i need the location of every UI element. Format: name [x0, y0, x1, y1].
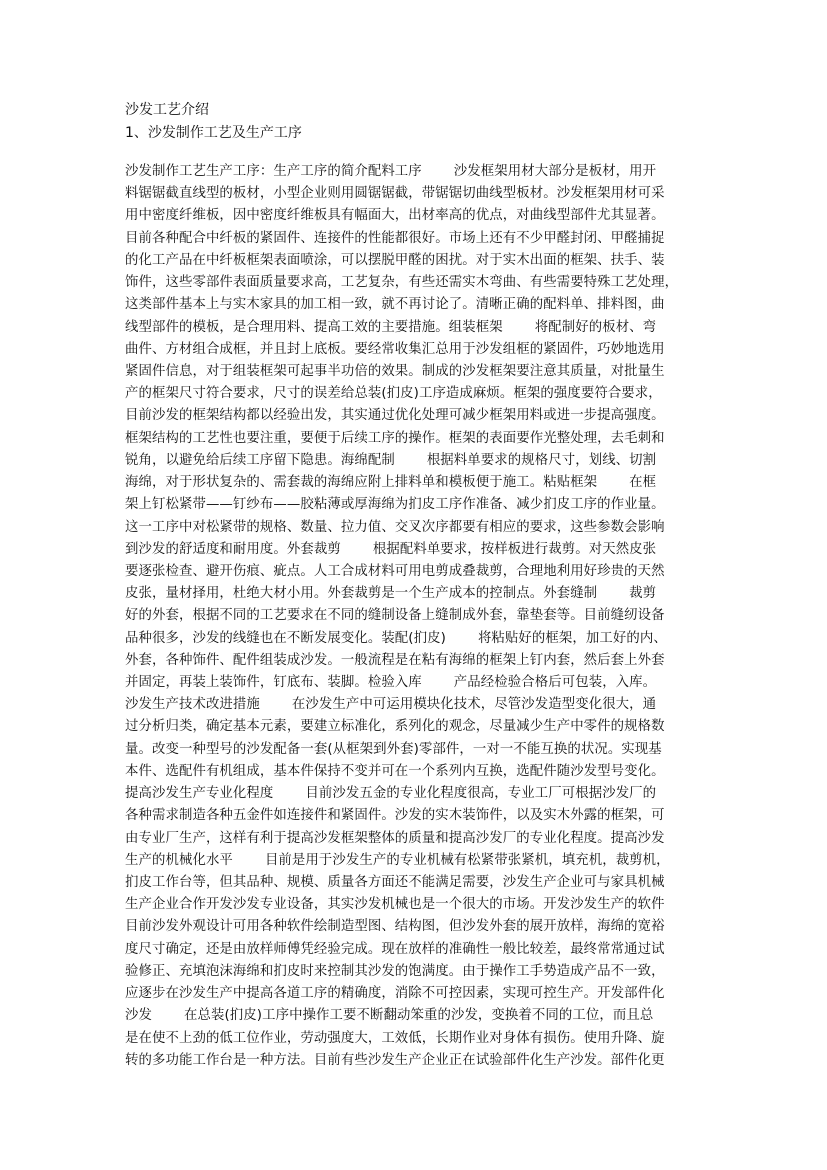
text-segment: 目前是用于沙发生产的专业机械有松紧带张紧机，填充机，裁剪机，	[264, 852, 670, 868]
text-line	[125, 850, 713, 872]
text-line	[125, 1028, 713, 1050]
text-segment: 扪皮工作台等，但其品种、规模、质量各方面还不能满足需要，沙发生产企业可与家具机械	[125, 875, 665, 890]
text-line	[125, 716, 713, 738]
text-segment: 好的外套，根据不同的工艺要求在不同的缝制设备上缝制成外套，靠垫套等。目前缝纫设备	[125, 608, 665, 624]
text-segment: 本件、选配件有机组成，基本件保持不变并可在一个系列内互换，选配件随沙发型号变化。	[125, 763, 665, 779]
text-segment: 品种很多，沙发的线缝也在不断发展变化。装配(扪皮)	[125, 630, 446, 646]
body-text	[125, 161, 713, 1072]
text-line	[125, 583, 713, 605]
text-segment: 锐角，以避免给后续工序留下隐患。海绵配制	[125, 452, 395, 468]
text-segment: 线型部件的模板，是合理用料、提高工效的主要措施。组装框架	[125, 319, 503, 335]
text-segment: 提高沙发生产专业化程度	[125, 786, 274, 802]
text-segment: 曲件、方材组合成框，并且封上底板。要经常收集汇总用于沙发组框的紧固件，巧妙地选用	[125, 341, 665, 357]
text-segment: 到沙发的舒适度和耐用度。外套裁剪	[125, 541, 341, 557]
text-segment: 是在使不上劲的低工位作业，劳动强度大，工效低，长期作业对身体有损伤。使用升降、旋	[125, 1030, 665, 1046]
text-line	[125, 228, 713, 250]
text-line	[125, 494, 713, 516]
text-line	[125, 561, 713, 583]
text-segment: 由专业厂生产，这样有利于提高沙发框架整体的质量和提高沙发厂的专业化程度。提高沙发	[125, 830, 665, 846]
text-line	[125, 183, 713, 205]
text-line	[125, 961, 713, 983]
text-line	[125, 383, 713, 405]
text-segment: 各种需求制造各种五金件如连接件和紧固件。沙发的实木装饰件，以及实木外露的框架，可	[125, 808, 665, 824]
text-line	[125, 1005, 713, 1027]
text-segment: 紧固件信息，对于组装框架可起事半功倍的效果。制成的沙发框架要注意其质量，对批量生	[125, 363, 665, 379]
text-line	[125, 694, 713, 716]
text-segment: 在沙发生产中可运用模块化技术，尽管沙发造型变化很大，通	[291, 697, 657, 713]
text-line	[125, 783, 713, 805]
text-segment: 量。改变一种型号的沙发配备一套(从框架到外套)零部件，一对一不能互换的状况。实现基	[125, 741, 662, 757]
text-line	[125, 983, 713, 1005]
text-line	[125, 939, 713, 961]
text-segment: 要逐张检查、避开伤痕、疵点。人工合成材料可用电剪成叠裁剪，合理地利用好珍贵的天然	[125, 563, 665, 579]
text-segment: 框架结构的工艺性也要注重，要便于后续工序的操作。框架的表面要作光整处理，去毛刺和	[125, 430, 665, 446]
text-segment: 产的框架尺寸符合要求，尺寸的误差给总装(扪皮)工序造成麻烦。框架的强度要符合要求，	[125, 386, 662, 402]
text-line	[125, 450, 713, 472]
text-segment: 应逐步在沙发生产中提高各道工序的精确度，消除不可控因素，实现可控生产。开发部件化	[125, 986, 665, 1002]
text-segment: 沙发生产技术改进措施	[125, 697, 260, 713]
text-segment: 饰件，这些零部件表面质量要求高，工艺复杂，有些还需实木弯曲、有些需要特殊工艺处理，	[125, 275, 679, 291]
text-line	[125, 828, 713, 850]
text-line	[125, 605, 713, 627]
text-line	[125, 894, 713, 916]
text-segment: 用中密度纤维板，因中密度纤维板具有幅面大，出材率高的优点，对曲线型部件尤其显著。	[125, 208, 665, 224]
text-segment: 转的多功能工作台是一种方法。目前有些沙发生产企业正在试验部件化生产沙发。部件化更	[125, 1052, 665, 1068]
text-segment: 这一工序中对松紧带的规格、数量、拉力值、交叉次序都要有相应的要求，这些参数会影响	[125, 519, 665, 535]
text-segment: 海绵，对于形状复杂的、需套裁的海绵应附上排料单和模板便于施工。粘贴框架	[125, 475, 598, 491]
text-segment: 目前沙发外观设计可用各种软件绘制造型图、结构图，但沙发外套的展开放样，海绵的宽裕	[125, 919, 665, 935]
text-line	[125, 761, 713, 783]
text-segment: 目前沙发五金的专业化程度很高，专业工厂可根据沙发厂的	[305, 786, 657, 802]
text-segment: 度尺寸确定，还是由放样师傅凭经验完成。现在放样的准确性一般比较差，最终常常通过试	[125, 941, 665, 957]
text-segment: 在总装(扪皮)工序中操作工要不断翻动笨重的沙发，变换着不同的工位，而且总	[183, 1008, 654, 1024]
text-line	[125, 650, 713, 672]
text-line	[125, 339, 713, 361]
text-line	[125, 672, 713, 694]
document-title: 沙发工艺介绍	[125, 102, 209, 118]
text-line	[125, 272, 713, 294]
text-segment: 将配制好的板材、弯	[534, 319, 657, 335]
text-segment: 根据配料单要求，按样板进行裁剪。对天然皮张	[372, 541, 657, 557]
text-line	[125, 250, 713, 272]
text-line	[125, 1050, 713, 1072]
text-segment: 裁剪	[629, 586, 657, 602]
text-segment: 并固定，再装上装饰件，钉底布、装脚。检验入库	[125, 675, 422, 691]
text-line	[125, 628, 713, 650]
text-line	[125, 405, 713, 427]
text-segment: 的化工产品在中纤板框架表面喷涂，可以摆脱甲醛的困扰。对于实木出面的框架、扶手、装	[125, 252, 665, 268]
text-segment: 生产的机械化水平	[125, 852, 233, 868]
text-segment: 外套，各种饰件、配件组装成沙发。一般流程是在粘有海绵的框架上钉内套，然后套上外套	[125, 652, 665, 668]
text-segment: 验修正、充填泡沫海绵和扪皮时来控制其沙发的饱满度。由于操作工手势造成产品不一致，	[125, 963, 665, 979]
text-segment: 将粘贴好的框架，加工好的内、	[477, 630, 667, 646]
text-line	[125, 517, 713, 539]
text-segment: 沙发框架用材大部分是板材，用开	[453, 164, 657, 179]
text-line	[125, 739, 713, 761]
text-segment: 目前各种配合中纤板的紧固件、连接件的性能都很好。市场上还有不少甲醛封闭、甲醛捕捉	[125, 230, 665, 246]
text-line	[125, 472, 713, 494]
text-line	[125, 294, 713, 316]
text-line	[125, 872, 713, 894]
section-heading: 1、沙发制作工艺及生产工序	[125, 125, 302, 141]
text-line	[125, 539, 713, 561]
text-segment: 在框	[629, 475, 657, 491]
text-line	[125, 361, 713, 383]
text-segment: 料锯锯截直线型的板材，小型企业则用圆锯锯截，带锯锯切曲线型板材。沙发框架用材可采	[125, 186, 665, 202]
text-segment: 根据料单要求的规格尺寸，划线、切割	[426, 452, 657, 468]
text-segment: 架上钉松紧带——钉纱布——胶粘薄或厚海绵为扪皮工序作准备、减少扪皮工序的作业量。	[125, 497, 665, 513]
text-line	[125, 428, 713, 450]
text-line	[125, 317, 713, 339]
text-line	[125, 161, 713, 183]
text-segment: 皮张，量材择用，杜绝大材小用。外套裁剪是一个生产成本的控制点。外套缝制	[125, 586, 598, 602]
text-segment: 生产企业合作开发沙发专业设备，其实沙发机械也是一个很大的市场。开发沙发生产的软件	[125, 897, 665, 913]
text-segment: 沙发	[125, 1008, 152, 1024]
text-line	[125, 916, 713, 938]
text-segment: 过分析归类，确定基本元素，要建立标准化，系列化的观念，尽量减少生产中零件的规格数	[125, 719, 665, 735]
text-line	[125, 205, 713, 227]
text-segment: 产品经检验合格后可包装，入库。	[453, 675, 657, 691]
text-segment: 沙发制作工艺生产工序：生产工序的简介配料工序	[125, 164, 422, 179]
text-line	[125, 805, 713, 827]
text-segment: 目前沙发的框架结构都以经验出发，其实通过优化处理可减少框架用料或进一步提高强度。	[125, 408, 665, 424]
text-segment: 这类部件基本上与实木家具的加工相一致，就不再讨论了。清晰正确的配料单、排料图，曲	[125, 297, 665, 313]
